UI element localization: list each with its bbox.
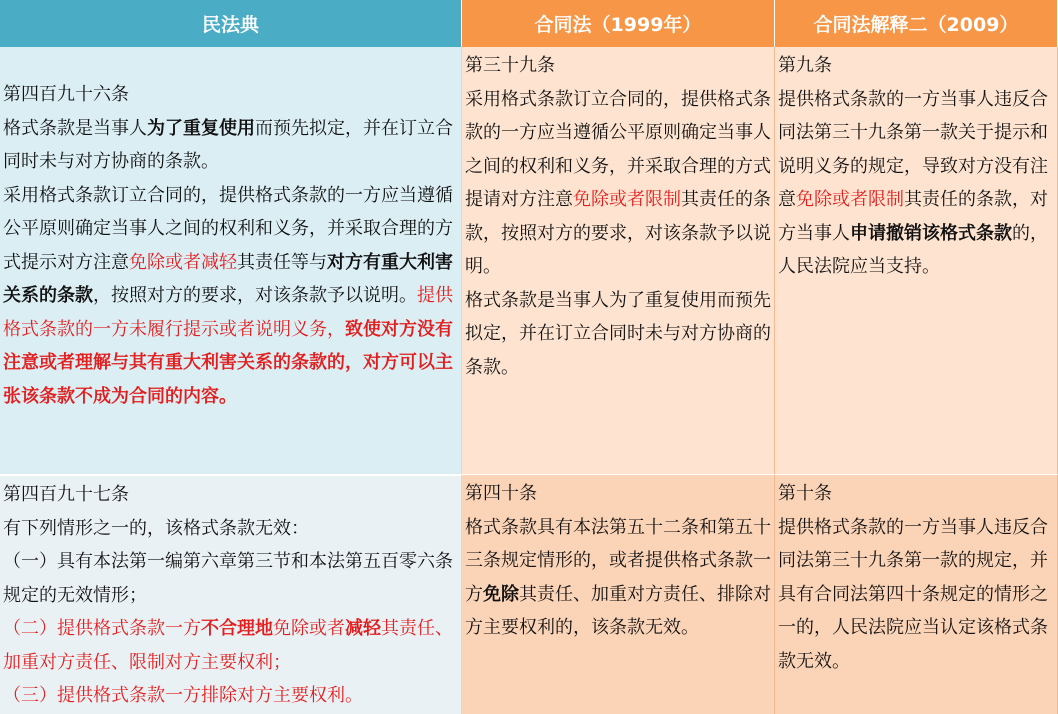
bold-text: 申请撤销该格式条款 [850, 222, 1012, 244]
article-paragraph: 提供格式条款的一方当事人违反合同法第三十九条第一款的规定，并具有合同法第四十条规定的情形之一的，人民法院应当认定该格式条款无效。 [778, 516, 1048, 672]
article-paragraph: 格式条款是当事人为了重复使用而预先拟定，并在订立合同时未与对方协商的条款。 [465, 289, 771, 378]
civil-code-article-496 [0, 47, 462, 474]
text-run: ，按照对方的要求，对该条款予以说明。 [93, 285, 417, 306]
bold-text: 免除 [483, 583, 519, 605]
interpretation-article-10 [775, 474, 1058, 714]
text-run: 其责任等与 [237, 251, 327, 273]
highlight-red: 免除或者限制 [573, 189, 681, 210]
text-run: 格式条款具有本法第五十二条和第五十三条规定情形的，或者提供格式条款一方 [465, 516, 771, 605]
text-run: （二）提供格式条款一方 [3, 618, 201, 639]
article-intro: 有下列情形之一的，该格式条款无效： [3, 517, 309, 539]
article-title: 第四十条 [465, 483, 537, 504]
article-paragraph [778, 83, 1055, 284]
text-run: 采用格式条款订立合同的，提供格式条款的一方应当遵循公平原则确定当事人之间的权利和义务，并采取合理的方式提示对方注意 [3, 184, 453, 273]
text-run: 其责任、加重对方责任、限制对方主要权利； [3, 618, 453, 673]
highlight-red: 提供格式条款的一方未履行提示或者说明义务， [3, 285, 453, 340]
list-item: （三）提供格式条款一方排除对方主要权利。 [3, 685, 363, 706]
article-title: 第十条 [778, 483, 832, 504]
article-title: 第四百九十六条 [3, 84, 129, 105]
text-run: 其责任的条款，按照对方的要求，对该条款予以说明。 [465, 189, 771, 277]
text-run: 采用格式条款订立合同的，提供格式条款的一方应当遵循公平原则确定当事人之间的权利和义务，并采取合理的方式提请对方注意 [465, 88, 771, 210]
text-run: 其责任、加重对方责任、排除对方主要权利的，该条款无效。 [465, 583, 771, 638]
highlight-red-bold: 致使对方没有注意或者理解与其有重大利害关系的条款的，对方可以主张该条款不成为合同的内容。 [3, 318, 453, 407]
highlight-red: 免除或者减轻 [129, 251, 237, 273]
list-item [3, 612, 459, 679]
header-civil-code: 民法典 [0, 0, 462, 47]
text-run: 提供格式条款的一方当事人违反合同法第三十九条第一款关于提示和说明义务的规定，导致对方没有注意 [778, 88, 1048, 210]
bold-text: 为了重复使用 [147, 117, 255, 139]
text-run: 格式条款是当事人 [3, 117, 147, 139]
text-run: 而预先拟定，并在订立合同时未与对方协商的条款。 [3, 117, 453, 172]
article-paragraph [465, 83, 772, 284]
highlight-red: 免除或者限制 [796, 189, 904, 210]
contract-law-article-39 [462, 47, 775, 474]
header-interpretation: 合同法解释二（2009） [775, 0, 1058, 47]
interpretation-article-9 [775, 47, 1058, 474]
list-item: （一）具有本法第一编第六章第三节和本法第五百零六条规定的无效情形； [3, 551, 453, 606]
article-paragraph [3, 179, 459, 414]
text-run: 其责任的条款，对方当事人 [778, 189, 1048, 244]
bold-text: 减轻 [345, 618, 381, 639]
contract-law-article-40 [462, 474, 775, 714]
article-paragraph [465, 511, 772, 645]
bold-text: 不合理地 [201, 618, 273, 639]
article-title: 第四百九十七条 [3, 484, 129, 505]
civil-code-article-497 [0, 474, 462, 714]
article-title: 第三十九条 [465, 55, 555, 76]
text-run: 的，人民法院应当支持。 [778, 222, 1048, 277]
article-paragraph [3, 112, 459, 179]
bold-text: 对方有重大利害关系的条款 [3, 251, 453, 306]
header-contract-law: 合同法（1999年） [462, 0, 775, 47]
article-title: 第九条 [778, 55, 832, 76]
text-run: 免除或者 [273, 618, 345, 639]
